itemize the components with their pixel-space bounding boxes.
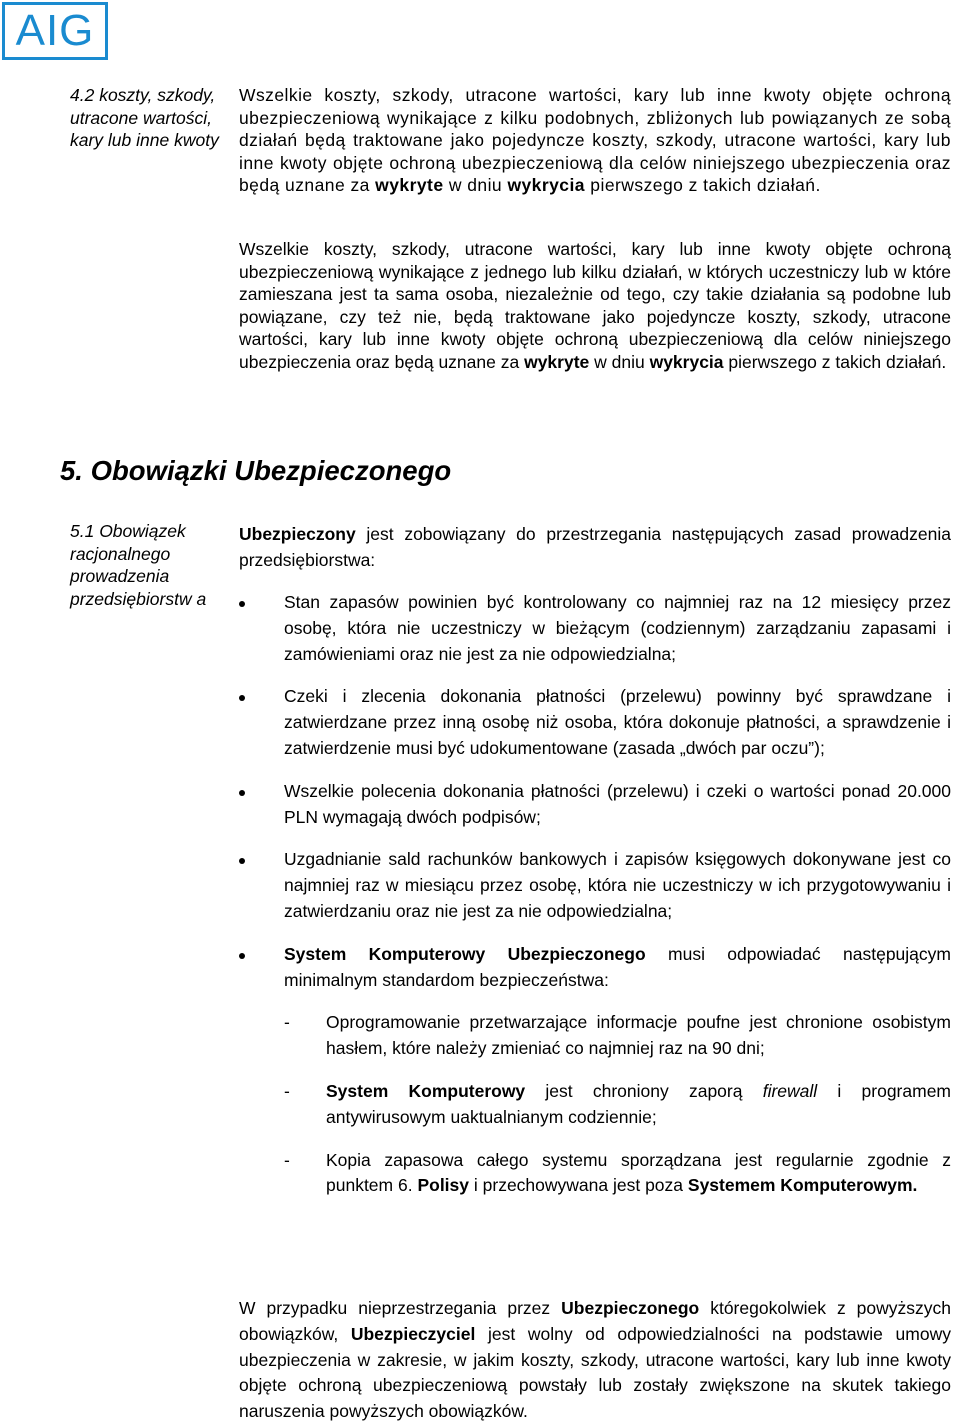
text-run: musi odpowiadać następującym minimalnym standardom bezpieczeństwa: [284, 943, 951, 990]
list-item [239, 590, 951, 667]
bullet-icon [239, 858, 245, 864]
dash-marker: - [284, 1012, 290, 1033]
list-item [239, 684, 951, 761]
list-item-text [284, 779, 951, 831]
bullet-icon [239, 790, 245, 796]
section-5-heading: 5. Obowiązki Ubezpieczonego [60, 455, 452, 486]
list-item-text [284, 942, 951, 994]
list-item-text [284, 847, 951, 924]
security-standards-list [284, 1010, 951, 1199]
bold-term: Polisy [417, 1175, 470, 1196]
bullet-icon [239, 695, 245, 701]
dash-marker: - [284, 1080, 290, 1101]
text-run: i przechowywana jest poza [469, 1175, 688, 1196]
text-run: pierwszego z takich działań. [585, 175, 821, 196]
sub-list-item-text [326, 1010, 951, 1062]
list-item-text [284, 590, 951, 667]
list-item [239, 779, 951, 831]
bold-term: System Komputerowy [326, 1080, 526, 1101]
sub-list-item [284, 1079, 951, 1131]
dash-marker: - [284, 1149, 290, 1170]
section-5-1-intro [239, 521, 951, 573]
text-run: któregokolwiek z powyższych obowiązków, [239, 1298, 952, 1344]
sub-list-item-text [326, 1148, 951, 1200]
section-5-1-closing [239, 1296, 951, 1425]
aig-logo: AIG [2, 2, 108, 60]
sub-list-item [284, 1148, 951, 1200]
section-4-2-paragraph-2 [239, 238, 951, 374]
sub-list-item-text [326, 1079, 951, 1131]
bold-term: wykryte [375, 175, 444, 196]
text-run: pierwszego z takich działań. [723, 351, 947, 372]
sub-list-item [284, 1010, 951, 1062]
text-run: Wszelkie polecenia dokonania płatności (przelewu) i czeki o wartości ponad 20.000 PLN wymagają dwóch podpisów; [284, 780, 951, 827]
bullet-icon [239, 953, 245, 959]
text-run: Kopia zapasowa całego systemu sporządzana jest regularnie zgodnie z punktem 6. [326, 1149, 951, 1196]
text-run: Czeki i zlecenia dokonania płatności (przelewu) powinny być sprawdzane i zatwierdzane przez inną osobę niż osoba, która dokonuje płatności, a sprawdzenie i zatwierdzenie musi być udokumentowane (zasada „dwóch par oczu”); [284, 686, 951, 758]
text-run: jest chroniony zaporą [525, 1080, 763, 1101]
text-run: jest zobowiązany do przestrzegania następujących zasad prowadzenia przedsiębiorstwa: [239, 524, 951, 570]
text-run: i programem antywirusowym uaktualnianym codziennie; [326, 1080, 952, 1127]
text-run: W przypadku nieprzestrzegania przez [239, 1298, 562, 1318]
bold-term: wykryte [524, 351, 590, 372]
text-run: Stan zapasów powinien być kontrolowany co najmniej raz na 12 miesięcy przez osobę, która nie uczestniczy w bieżącym (codziennym) zarządzaniu zapasami i zamówieniami oraz nie jest za nie odpowiedzialna; [284, 592, 951, 664]
bold-term: Systemem Komputerowym. [687, 1175, 918, 1196]
bold-term: Ubezpieczony [239, 524, 356, 544]
bold-term: Ubezpieczyciel [350, 1323, 476, 1344]
section-4-2-label: 4.2 koszty, szkody, utracone wartości, kary lub inne kwoty [70, 85, 219, 150]
section-4-2-paragraph-1 [239, 84, 951, 197]
text-run: Oprogramowanie przetwarzające informacje poufne jest chronione osobistym hasłem, które należy zmieniać co najmniej raz na 90 dni; [326, 1012, 951, 1059]
bold-term: System Komputerowy Ubezpieczonego [284, 943, 646, 964]
text-run: w dniu [443, 175, 508, 196]
text-run: jest wolny od odpowiedzialności na podstawie umowy ubezpieczenia w zakresie, w jakim koszty, szkody, utracone wartości, kary lub inne kwoty objęte ochroną ubezpieczeniową powstały lub zostały zwiększone na skutek takiego naruszenia powyższych obowiązków. [239, 1323, 951, 1422]
bullet-icon [239, 601, 245, 607]
bold-term: wykrycia [507, 175, 585, 196]
text-run: Wszelkie koszty, szkody, utracone wartości, kary lub inne kwoty objęte ochroną ubezpieczeniową wynikające z kilku podobnych, zbliżonych lub powiązanych ze sobą działań będą traktowane jako pojedyncze koszty, szkody, utracone wartości, kary lub inne kwoty objęte ochroną ubezpieczeniową dla celów niniejszego ubezpieczenia oraz będą uznane za [239, 85, 951, 196]
list-item [239, 942, 951, 1199]
italic-term: firewall [762, 1080, 818, 1101]
obligations-list [239, 590, 951, 1199]
text-run: Wszelkie koszty, szkody, utracone wartości, kary lub inne kwoty objęte ochroną ubezpieczeniową wynikające z jednego lub kilku działań, w których uczestniczy lub w które zamieszana jest ta sama osoba, niezależnie od tego, czy takie działania są podobne lub powiązane, czy też nie, będą traktowane jako pojedyncze koszty, szkody, utracone wartości, kary lub inne kwoty objęte ochroną ubezpieczeniową dla celów niniejszego ubezpieczenia oraz będą uznane za [239, 239, 951, 372]
section-5-1-label: 5.1 Obowiązek racjonalnego prowadzenia przedsiębiorstw a [70, 521, 207, 609]
list-item-text [284, 684, 951, 761]
text-run: w dniu [589, 351, 650, 372]
bold-term: Ubezpieczonego [561, 1298, 700, 1318]
text-run: Uzgadnianie sald rachunków bankowych i zapisów księgowych dokonywane jest co najmniej raz w miesiącu przez osobę, która nie uczestniczy w ich przygotowywaniu i zatwierdzaniu oraz nie jest za nie odpowiedzialna; [284, 849, 951, 921]
list-item [239, 847, 951, 924]
bold-term: wykrycia [649, 351, 724, 372]
